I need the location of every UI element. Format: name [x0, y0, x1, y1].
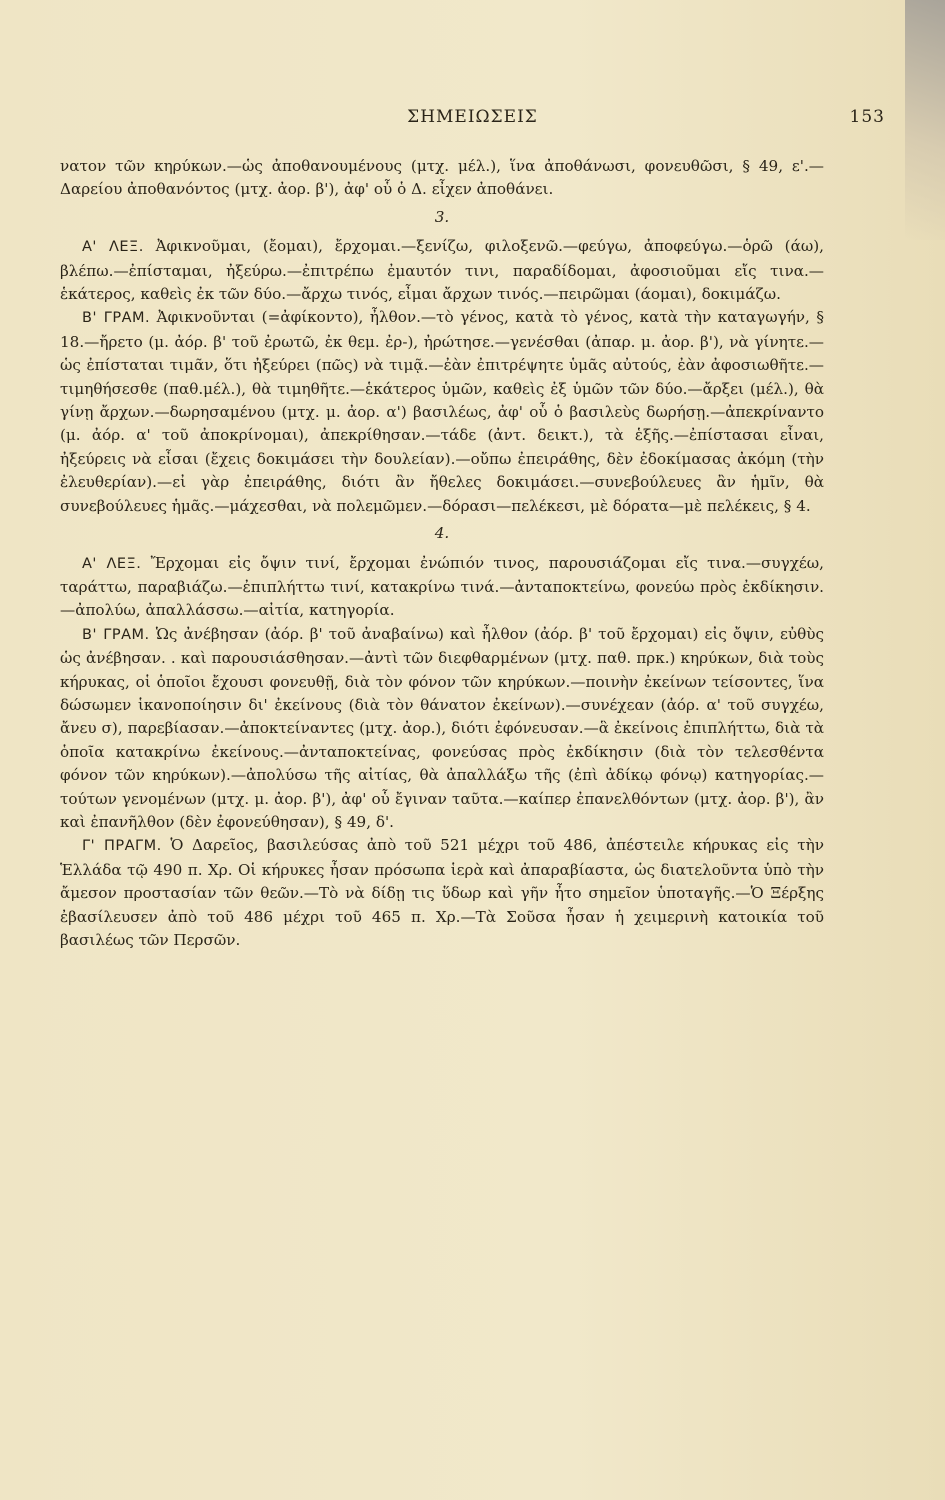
page-corner-shadow [905, 0, 945, 240]
paragraph-text: Ἀφικνοῦνται (=ἀφίκοντο), ἦλθον.—τὸ γένος, κατὰ τὸ γένος, κατὰ τὴν καταγωγήν, § 18.—ἤρετο (μ. ἀόρ. β' τοῦ ἐρωτῶ, ἐκ θεμ. ἐρ-), ἠρώτησε.—γενέσθαι (ἀπαρ. μ. ἀορ. β'), νὰ γίνητε.—ὡς ἐπίσταται τιμᾶν, ὅτι ἠξεύρει (πῶς) νὰ τιμᾷ.—ἐὰν ἐπιτρέψητε ὑμᾶς αὐτούς, ἐὰν ἀφοσιωθῆτε.—τιμηθήσεσθε (παθ.μέλ.), θὰ τιμηθῆτε.—ἑκάτερος ὑμῶν, καθεὶς ἐξ ὑμῶν τῶν δύο.—ἄρξει (μέλ.), θὰ γίνῃ ἄρχων.—δωρησαμένου (μτχ. μ. ἀορ. α') βασιλέως, ἀφ' οὗ ὁ βασιλεὺς δωρήσῃ.—ἀπεκρίναντο (μ. ἀόρ. α' τοῦ ἀποκρίνομαι), ἀπεκρίθησαν.—τάδε (ἀντ. δεικτ.), τὰ ἑξῆς.—ἐπίστασαι εἶναι, ἠξεύρεις νὰ εἶσαι (ἔχεις δοκιμάσει τὴν δουλείαν).—οὔπω ἐπειράθης, δὲν ἐδοκίμασας ἀκόμη (τὴν ἐλευθερίαν).—εἰ γὰρ ἐπειράθης, διότι ἂν ἤθελες δοκιμάσει.—συνεβούλευες ἂν ἡμῖν, θὰ συνεβούλευες ἡμᾶς.—μάχεσθαι, νὰ πολεμῶμεν.—δόρασι—πελέκεσι, μὲ δόρατα—μὲ πελέκεις, § 4. [60, 308, 824, 515]
header-title: ΣΗΜΕΙΩΣΕΙΣ [407, 107, 538, 127]
paragraph-text: Ὁ Δαρεῖος, βασιλεύσας ἀπὸ τοῦ 521 μέχρι τοῦ 486, ἀπέστειλε κήρυκας εἰς τὴν Ἑλλάδα τῷ 490 π. Χρ. Οἱ κήρυκες ἦσαν πρόσωπα ἱερὰ καὶ ἀπαραβίαστα, ὡς διατελοῦντα ὑπὸ τὴν ἄμεσον προστασίαν τῶν θεῶν.—Τὸ νὰ δίδῃ τις ὕδωρ καὶ γῆν ἦτο σημεῖον ὑποταγῆς.—Ὁ Ξέρξης ἐβασίλευσεν ἀπὸ τοῦ 486 μέχρι τοῦ 465 π. Χρ.—Τὰ Σοῦσα ἦσαν ἡ χειμερινὴ κατοικία τοῦ βασιλέως τῶν Περσῶν. [60, 836, 825, 949]
paragraph-text: Ὡς ἀνέβησαν (ἀόρ. β' τοῦ ἀναβαίνω) καὶ ἦλθον (ἀόρ. β' τοῦ ἔρχομαι) εἰς ὄψιν, εὐθὺς ὡς ἀνέβησαν. . καὶ παρουσιάσθησαν.—ἀντὶ τῶν διεφθαρμένων (μτχ. παθ. πρκ.) κηρύκων, διὰ τοὺς κήρυκας, οἱ ὁποῖοι ἔχουσι φονευθῇ, διὰ τὸν φόνον τῶν κηρύκων.—ποινὴν ἐκείνων τείσοντες, ἵνα δώσωμεν ἱκανοποίησιν δι' ἐκείνους (διὰ τὸν θάνατον ἐκείνων).—συνέχεαν (ἀόρ. α' τοῦ συγχέω, ἄνευ σ), παρεβίασαν.—ἀποκτείναντες (μτχ. ἀορ.), διότι ἐφόνευσαν.—ἃ ἐκείνοις ἐπιπλήττω, διὰ τὰ ὁποῖα κατακρίνω ἐκείνους.—ἀνταποκτείνας, φονεύσας πρὸς ἐκδίκησιν (διὰ τὸν τελεσθέντα φόνον τῶν κηρύκων).—ἀπολύσω τῆς αἰτίας, θὰ ἀπαλλάξω τῆς (ἐπὶ ἀδίκῳ φόνῳ) κατηγορίας.—τούτων γενομένων (μτχ. μ. ἀορ. β'), ἀφ' οὗ ἔγιναν ταῦτα.—καίπερ ἐπανελθόντων (μτχ. ἀορ. β'), ἂν καὶ ἐπανῆλθον (δὲν ἐφονεύθησαν), § 49, δ'. [60, 624, 824, 831]
section-label: Α' ΛΕΞ. [82, 239, 144, 256]
paragraph-lex-4 [60, 552, 824, 623]
notes-body [60, 155, 824, 952]
page-number: 153 [849, 107, 885, 127]
running-header [60, 107, 885, 131]
paragraph-gram-3 [60, 306, 824, 518]
paragraph-continuation: νατον τῶν κηρύκων.—ὡς ἀποθανουμένους (μτχ. μέλ.), ἵνα ἀποθάνωσι, φονευθῶσι, § 49, ε'.—Δαρείου ἀποθανόντος (μτχ. ἀορ. β'), ἀφ' οὗ ὁ Δ. εἶχεν ἀποθάνει. [60, 157, 824, 199]
paragraph-lex-3 [60, 235, 824, 306]
section-label: Α' ΛΕΞ. [82, 555, 142, 572]
section-number-4: 4. [434, 524, 450, 543]
section-label: Β' ΓΡΑΜ. [82, 310, 151, 327]
section-number-3: 3. [434, 207, 450, 226]
paragraph-text: Ἀφικνοῦμαι, (ἔομαι), ἔρχομαι.—ξενίζω, φιλοξενῶ.—φεύγω, ἀποφεύγω.—ὁρῶ (άω), βλέπω.—ἐπίσταμαι, ἠξεύρω.—ἐπιτρέπω ἐμαυτόν τινι, παραδίδομαι, ἀφοσιοῦμαι εἴς τινα.—ἑκάτερος, καθεὶς ἐκ τῶν δύο.—ἄρχω τινός, εἶμαι ἄρχων τινός.—πειρῶμαι (άομαι), δοκιμάζω. [60, 237, 825, 304]
paragraph-gram-4 [60, 623, 824, 835]
paragraph-pragm-4 [60, 834, 824, 952]
paragraph-text: Ἔρχομαι εἰς ὄψιν τινί, ἔρχομαι ἐνώπιόν τινος, παρουσιάζομαι εἴς τινα.—συγχέω, ταράττω, παραβιάζω.—ἐπιπλήττω τινί, κατακρίνω τινά.—ἀνταποκτείνω, φονεύω πρὸς ἐκδίκησιν.—ἀπολύω, ἀπαλλάσσω.—αἰτία, κατηγορία. [60, 553, 824, 620]
section-label: Γ' ΠΡΑΓΜ. [82, 838, 162, 855]
section-label: Β' ΓΡΑΜ. [82, 626, 150, 643]
